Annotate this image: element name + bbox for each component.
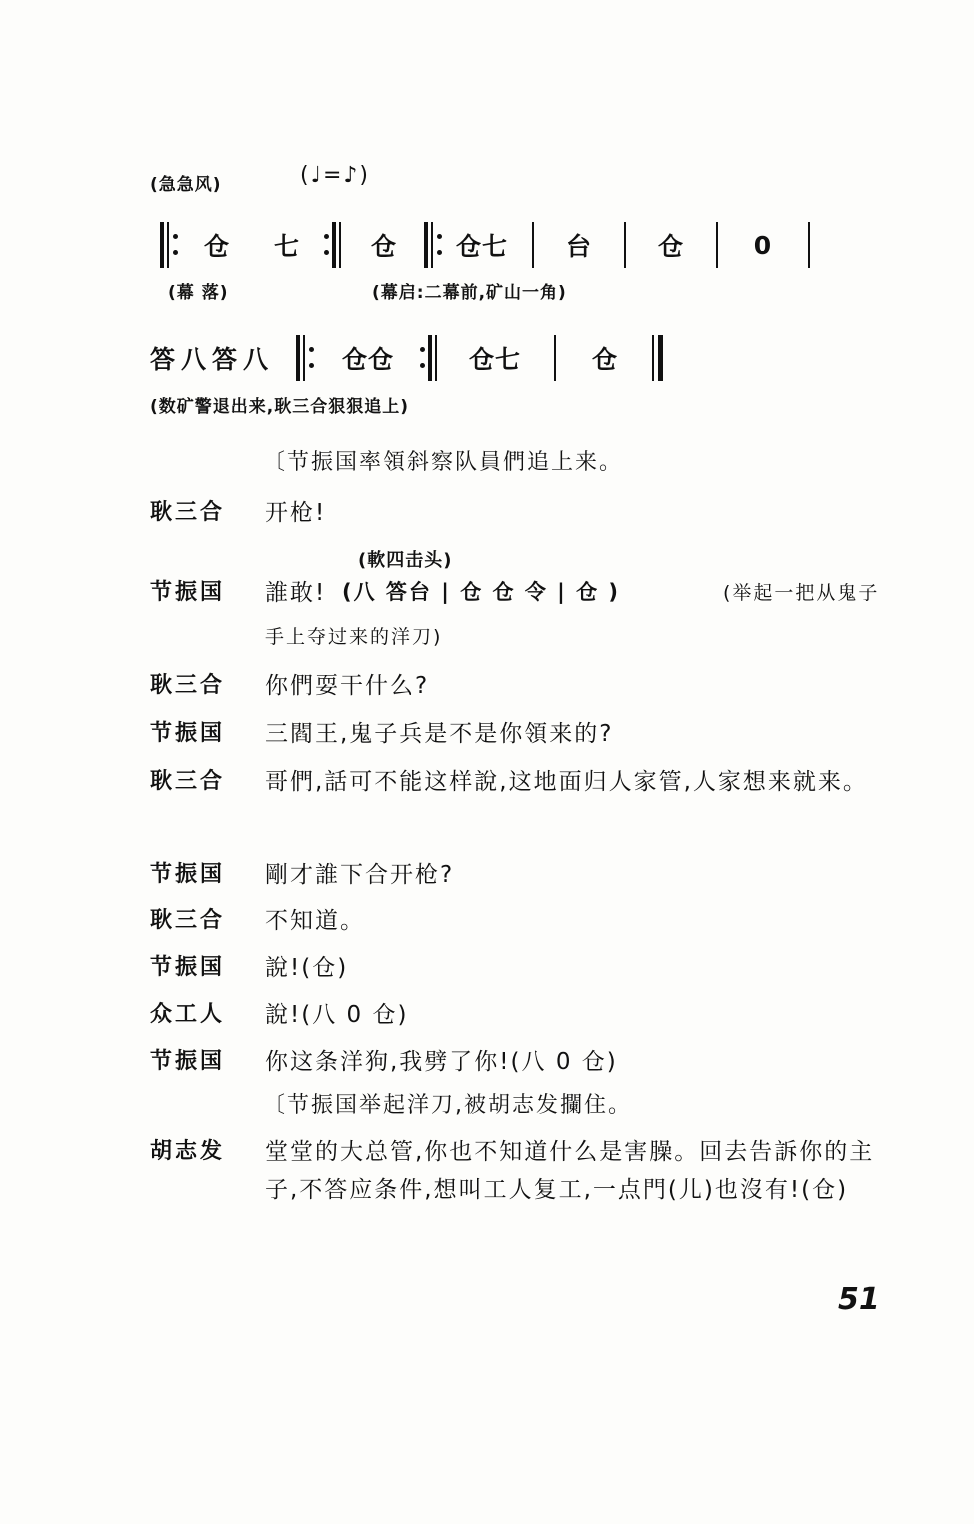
speaker-name: 耿三合 <box>150 500 226 525</box>
gong-syllable: 台 <box>565 232 592 261</box>
gong-syllable: 仓 <box>592 345 619 374</box>
speaker-name: 胡志发 <box>150 1139 226 1164</box>
speaker-name: 耿三合 <box>150 673 226 698</box>
stage-note-sword-b: 手上夺过来的洋刀) <box>265 626 443 648</box>
speaker-name: 耿三合 <box>150 908 226 933</box>
repeat-end-icon <box>332 222 344 268</box>
gong-syllable: 仓 <box>370 232 397 261</box>
speaker-name: 节振国 <box>150 580 226 605</box>
curtain-fall-label: (幕 落) <box>168 283 229 303</box>
measure-bar <box>716 222 718 268</box>
measure-bar <box>624 222 626 268</box>
repeat-end-icon-2 <box>428 335 440 381</box>
dialogue-text: 三閻王,鬼子兵是不是你領来的? <box>265 721 614 747</box>
dialogue-text: 哥們,話可不能这样說,这地面归人家管,人家想来就来。 <box>265 769 868 795</box>
tempo-marking: (♩=♪) <box>300 163 371 188</box>
dialogue-text: 你这条洋狗,我劈了你!(八 0 仓) <box>265 1049 618 1075</box>
dialogue-text: 說!(仓) <box>265 955 349 981</box>
speaker-name: 节振国 <box>150 1049 226 1074</box>
dialogue-text: 你們耍干什么? <box>265 673 430 699</box>
gong-syllable: 七 <box>273 232 300 261</box>
gong-syllable: 仓仓 <box>342 345 395 374</box>
speaker-name: 众工人 <box>150 1002 226 1027</box>
measure-bar <box>554 335 556 381</box>
cue-label-jijifeng: (急急风) <box>150 175 222 195</box>
measure-bar <box>532 222 534 268</box>
dialogue-text: 开枪! <box>265 500 327 526</box>
percussion-row-1 <box>150 222 824 268</box>
curtain-rise-label: (幕启:二幕前,矿山一角) <box>372 283 567 303</box>
stage-direction-1: 〔节振国率領斜察队員們追上来。 <box>263 450 624 475</box>
repeat-start-icon-3 <box>296 335 308 381</box>
stage-note-sword-a: (举起一把从鬼子 <box>723 582 880 604</box>
speaker-name: 节振国 <box>150 862 226 887</box>
speaker-name: 耿三合 <box>150 769 226 794</box>
repeat-start-icon-2 <box>424 222 436 268</box>
speaker-name: 节振国 <box>150 721 226 746</box>
gong-syllable: 仓 <box>657 232 684 261</box>
stage-direction-2: 〔节振国举起洋刀,被胡志发攔住。 <box>263 1093 632 1118</box>
dialogue-text: 不知道。 <box>265 908 365 934</box>
measure-bar <box>808 222 810 268</box>
gong-syllable: 仓 <box>203 232 230 261</box>
gong-rest: 0 <box>753 230 773 260</box>
inline-percussion: (八 答台 | 仓 仓 令 | 仓 ) <box>342 580 621 604</box>
final-barline-icon <box>652 335 666 381</box>
stage-note-exit: (数矿警退出来,耿三合狠狠追上) <box>150 397 409 417</box>
dialogue-text: 堂堂的大总管,你也不知道什么是害臊。回去告訴你的主子,不答应条件,想叫工人复工,一点門(儿)也沒有!(仓) <box>265 1139 875 1203</box>
gong-syllable: 仓七 <box>469 345 522 374</box>
speaker-name: 节振国 <box>150 955 226 980</box>
repeat-start-icon <box>160 222 172 268</box>
dialogue-text: 誰敢! <box>265 580 327 606</box>
dialogue-text: 說!(八 0 仓) <box>265 1002 409 1028</box>
percussion-cue-label: (軟四击头) <box>358 550 453 571</box>
percussion-row-2 <box>150 335 666 381</box>
page-number: 51 <box>838 1282 880 1317</box>
dialogue-text: 剛才誰下合开枪? <box>265 862 455 888</box>
gong-lead-phrase: 答八答八 <box>150 345 275 374</box>
gong-syllable: 仓七 <box>455 232 508 261</box>
